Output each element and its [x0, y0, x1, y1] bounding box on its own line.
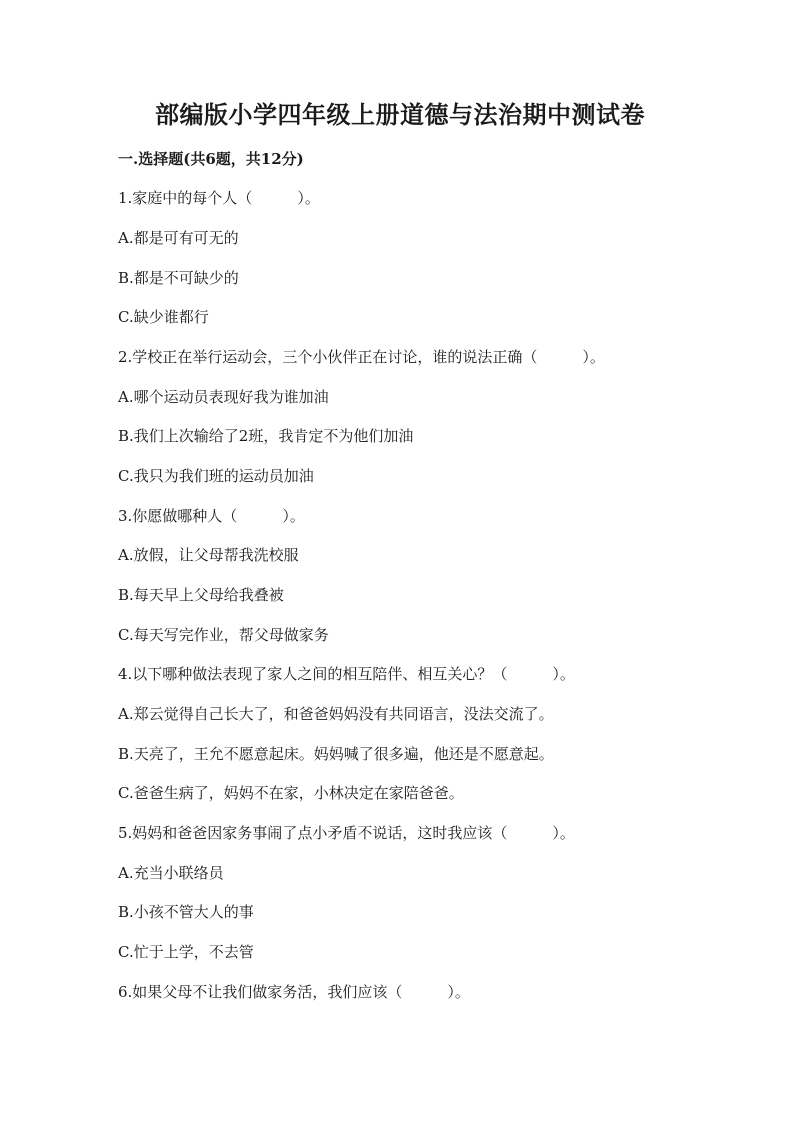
question-1-option-a: A.都是可有可无的 [118, 229, 239, 247]
page-title: 部编版小学四年级上册道德与法治期中测试卷 [155, 100, 645, 129]
question-2-option-a: A.哪个运动员表现好我为谁加油 [118, 388, 329, 406]
question-3-option-a: A.放假，让父母帮我洗校服 [118, 546, 299, 564]
question-5-option-b: B.小孩不管大人的事 [118, 903, 254, 921]
question-2-option-b: B.我们上次输给了2班，我肯定不为他们加油 [118, 427, 414, 445]
question-2-stem: 2.学校正在举行运动会，三个小伙伴正在讨论，谁的说法正确（ ）。 [118, 348, 605, 366]
question-2-option-c: C.我只为我们班的运动员加油 [118, 467, 314, 485]
question-3-option-b: B.每天早上父母给我叠被 [118, 586, 284, 604]
question-5-stem: 5.妈妈和爸爸因家务事闹了点小矛盾不说话，这时我应该（ ）。 [118, 824, 575, 842]
question-5-option-c: C.忙于上学，不去管 [118, 943, 254, 961]
question-5-option-a: A.充当小联络员 [118, 864, 224, 882]
question-3-stem: 3.你愿做哪种人（ ）。 [118, 507, 305, 525]
question-4-option-b: B.天亮了，王允不愿意起床。妈妈喊了很多遍，他还是不愿意起。 [118, 745, 554, 763]
question-4-option-c: C.爸爸生病了，妈妈不在家，小林决定在家陪爸爸。 [118, 784, 464, 802]
question-1-stem: 1.家庭中的每个人（ ）。 [118, 189, 320, 207]
question-4-stem: 4.以下哪种做法表现了家人之间的相互陪伴、相互关心？（ ）。 [118, 665, 575, 683]
question-1-option-b: B.都是不可缺少的 [118, 269, 239, 287]
question-6-stem: 6.如果父母不让我们做家务活，我们应该（ ）。 [118, 983, 470, 1001]
question-3-option-c: C.每天写完作业，帮父母做家务 [118, 626, 329, 644]
question-1-option-c: C.缺少谁都行 [118, 308, 209, 326]
question-4-option-a: A.郑云觉得自己长大了，和爸爸妈妈没有共同语言，没法交流了。 [118, 705, 554, 723]
section-heading: 一.选择题(共6题，共12分) [118, 150, 304, 168]
